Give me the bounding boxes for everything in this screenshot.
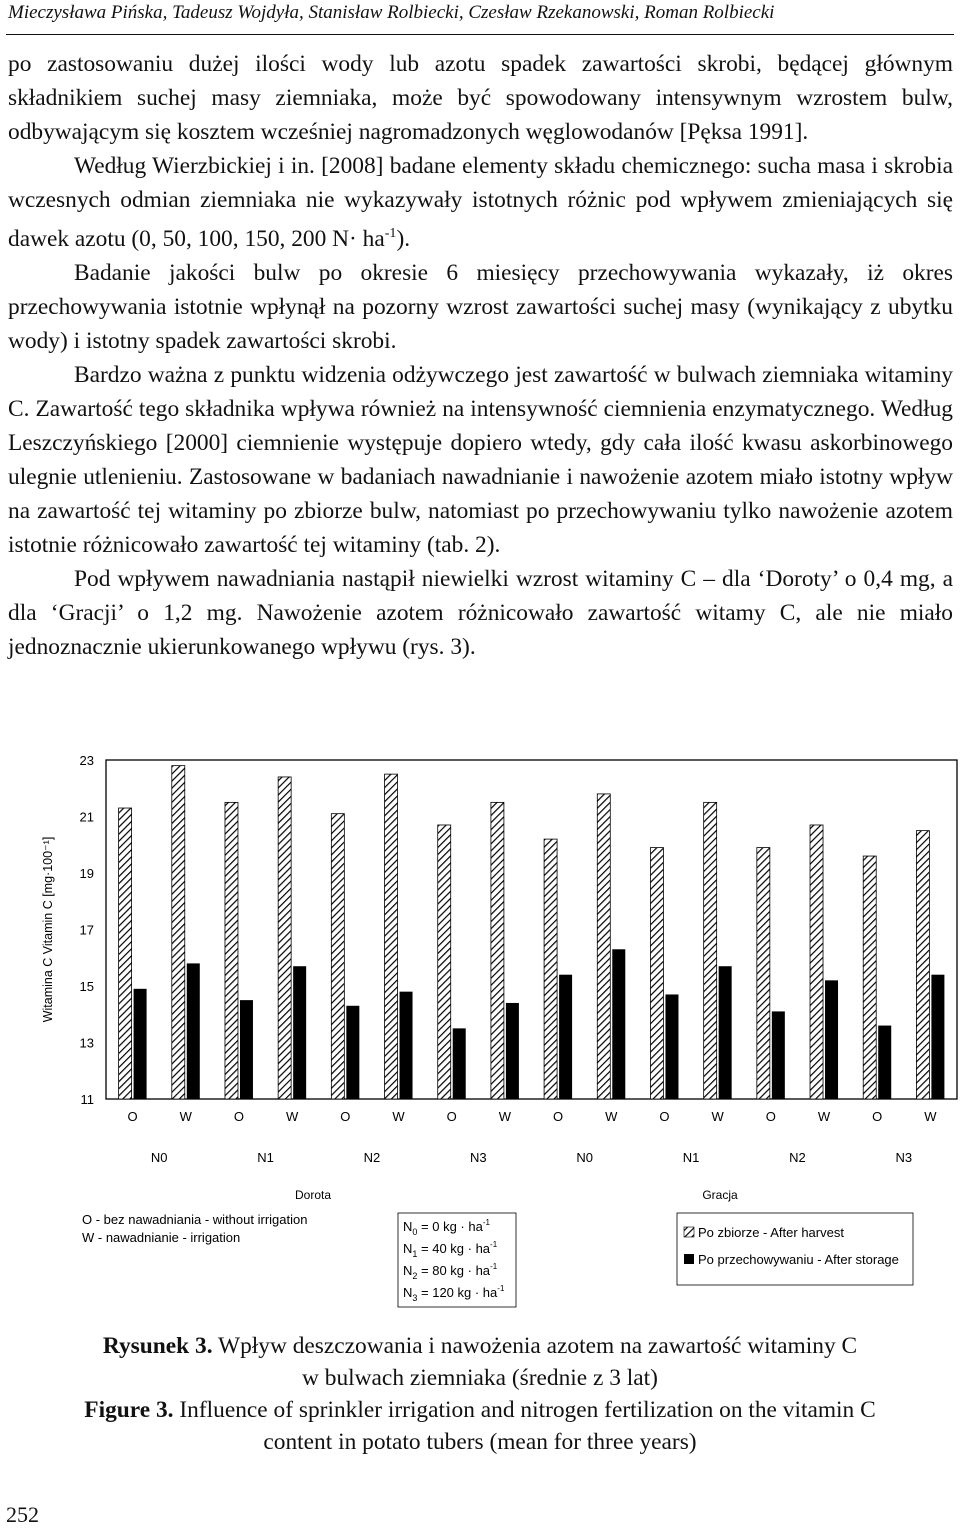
nitrogen-group-label: N0 (576, 1150, 593, 1165)
nitrogen-group-label: N2 (363, 1150, 381, 1165)
paragraph-2 (8, 149, 953, 256)
caption-en-text-1: Influence of sprinkler irrigation and nitrogen fertilization on the vitamin C (173, 1397, 876, 1423)
x-tick-label: W (286, 1109, 299, 1124)
bar-after-storage (187, 963, 200, 1099)
y-tick-label: 21 (79, 809, 94, 825)
bar-after-harvest (331, 814, 344, 1099)
bar-after-storage (878, 1026, 891, 1099)
bar-after-harvest (119, 808, 132, 1099)
x-tick-label: O (233, 1109, 245, 1124)
caption-pl-line-2: w bulwach ziemniaka (średnie z 3 lat) (302, 1365, 658, 1391)
nitrogen-legend-item: $N_0 = 0$ kg · $ha^{-1}$ (403, 1218, 490, 1237)
x-tick-label: O (446, 1109, 457, 1124)
bar-after-harvest (810, 825, 823, 1099)
caption-pl-text-1: Wpływ deszczowania i nawożenia azotem na zawartość witaminy C (212, 1333, 858, 1359)
x-tick-label: O (553, 1109, 564, 1124)
nitrogen-group-label: N2 (789, 1150, 806, 1165)
page-number: 252 (6, 1502, 39, 1527)
running-header: Mieczysława Pińska, Tadeusz Wojdyła, Stanisław Rolbiecki, Czesław Rzekanowski, Roman Rolbiecki (8, 2, 775, 23)
bar-after-storage (665, 994, 678, 1099)
legend-swatch-after-harvest (684, 1227, 694, 1237)
bar-after-harvest (704, 802, 717, 1099)
bar-after-harvest (225, 802, 238, 1099)
figure-caption (0, 1330, 960, 1458)
irrigation-legend-item: O - bez nawadniania - without irrigation (82, 1212, 308, 1227)
bar-after-harvest (172, 766, 185, 1099)
x-tick-label: O (872, 1109, 883, 1124)
caption-en-label: Figure 3. (84, 1397, 174, 1423)
x-tick-label: W (711, 1109, 724, 1124)
bar-after-harvest (757, 848, 770, 1099)
x-tick-label: W (817, 1109, 831, 1124)
y-axis-label: Witamina C Vitamin C [mg·100⁻¹] (41, 836, 55, 1023)
header-rule (6, 34, 954, 35)
bar-after-storage (400, 992, 413, 1099)
bar-after-storage (293, 966, 306, 1099)
bar-after-storage (346, 1006, 359, 1099)
paragraph-2-end: ). (396, 225, 411, 252)
y-tick-label: 23 (79, 753, 94, 768)
y-tick-label: 17 (79, 922, 94, 938)
paragraph-2-text: Według Wierzbickiej i in. [2008] badane elementy składu chemicznego: sucha masa i skrobia wczesnych odmian ziemniaka nie wykazywały istotnych różnic pod wpływem zmieniających się dawek azotu (0, 50, 100, 150, 200 N· ha (8, 153, 953, 252)
nitrogen-group-label: N3 (470, 1150, 487, 1165)
figure-3 (0, 740, 960, 1330)
bar-after-storage (719, 966, 732, 1099)
nitrogen-group-label: N1 (257, 1150, 274, 1165)
bar-after-harvest (916, 831, 929, 1099)
nitrogen-group-label: N1 (682, 1150, 700, 1165)
nitrogen-legend-item: $N_3 = 120$ kg · $ha^{-1}$ (403, 1284, 505, 1303)
x-tick-label: O (765, 1109, 776, 1124)
caption-en-line-1 (0, 1394, 960, 1426)
caption-en-line-2: content in potato tubers (mean for three years) (263, 1429, 697, 1455)
nitrogen-legend-item: $N_1 = 40$ kg · $ha^{-1}$ (403, 1240, 498, 1259)
x-tick-label: W (392, 1109, 405, 1124)
bar-after-storage (772, 1011, 785, 1099)
legend-swatch-after-storage (684, 1254, 694, 1264)
bar-after-storage (506, 1003, 519, 1099)
bar-after-storage (612, 949, 625, 1099)
bar-after-storage (453, 1028, 466, 1099)
bar-after-harvest (385, 774, 398, 1099)
nitrogen-group-label: N0 (150, 1150, 168, 1165)
vitamin-c-chart (0, 740, 960, 1330)
legend-label-after-storage: Po przechowywaniu - After storage (698, 1252, 899, 1267)
x-tick-label: O (127, 1109, 138, 1124)
paragraph-1: po zastosowaniu dużej ilości wody lub azotu spadek zawartości skrobi, będącej głównym składnikiem suchej masy ziemniaka, może być spowodowany intensywnym wzrostem bulw, odbywającym się kosztem wcześniej nagromadzonych węglowodanów [Pęksa 1991]. (8, 51, 953, 145)
nitrogen-legend-item: $N_2 = 80$ kg · $ha^{-1}$ (403, 1262, 498, 1281)
bar-after-harvest (544, 839, 557, 1099)
bar-after-harvest (278, 777, 291, 1099)
x-tick-label: W (179, 1109, 192, 1124)
y-tick-label: 11 (80, 1092, 94, 1107)
bar-after-storage (559, 975, 572, 1099)
cultivar-label: Dorota (294, 1188, 332, 1202)
irrigation-legend-item: W - nawadnianie - irrigation (82, 1230, 241, 1245)
paragraph-5: Pod wpływem nawadniania nastąpił niewielki wzrost witaminy C – dla ‘Doroty’ o 0,4 mg, a dla ‘Gracji’ o 1,2 mg. Nawożenie azotem różnicowało zawartość witamy C, ale nie miało jednoznacznie ukierunkowanego wpływu (rys. 3). (8, 565, 953, 660)
caption-pl-line-1 (0, 1330, 960, 1362)
y-tick-label: 19 (79, 866, 94, 881)
paragraph-4: Bardzo ważna z punktu widzenia odżywczego jest zawartość w bulwach ziemniaka witaminy C. Zawartość tego składnika wpływa również na intensywność ciemnienia enzymatycznego. Według Leszczyńskiego [2000] ciemnienie występuje dopiero wtedy, gdy cała ilość kwasu askorbinowego ulegnie utlenieniu. Zastosowane w badaniach nawadnianie i nawożenie azotem miało istotny wpływ na zawartość tej witaminy po zbiorze bulw, natomiast po przechowywaniu tylko nawożenie azotem istotnie różnicowało zawartość tej witaminy (tab. 2). (8, 361, 953, 558)
bar-after-harvest (438, 825, 451, 1099)
caption-pl-label: Rysunek 3. (102, 1333, 213, 1359)
legend-label-after-harvest: Po zbiorze - After harvest (698, 1225, 844, 1240)
paragraph-3: Badanie jakości bulw po okresie 6 miesięcy przechowywania wykazały, iż okres przechowywania istotnie wpłynął na pozorny wzrost zawartości suchej masy (wynikający z ubytku wody) i istotny spadek zawartości skrobi. (8, 259, 953, 354)
bar-after-harvest (650, 848, 663, 1099)
bar-after-storage (240, 1000, 253, 1099)
bar-after-harvest (597, 794, 610, 1099)
paragraph-2-sup: -1 (384, 226, 397, 241)
bar-after-storage (134, 989, 147, 1099)
y-tick-label: 13 (79, 1035, 94, 1051)
nitrogen-group-label: N3 (895, 1150, 913, 1165)
x-tick-label: O (340, 1109, 351, 1124)
bar-after-harvest (491, 802, 504, 1099)
y-tick-label: 15 (79, 979, 94, 994)
body-text (8, 47, 953, 664)
x-tick-label: W (924, 1109, 937, 1124)
bar-after-storage (825, 980, 838, 1099)
cultivar-label: Gracja (702, 1188, 738, 1202)
bar-after-harvest (863, 856, 876, 1099)
series-legend-box (677, 1213, 913, 1285)
x-tick-label: O (659, 1109, 670, 1124)
bar-after-storage (931, 975, 944, 1099)
x-tick-label: W (605, 1109, 618, 1124)
x-tick-label: W (498, 1109, 512, 1124)
